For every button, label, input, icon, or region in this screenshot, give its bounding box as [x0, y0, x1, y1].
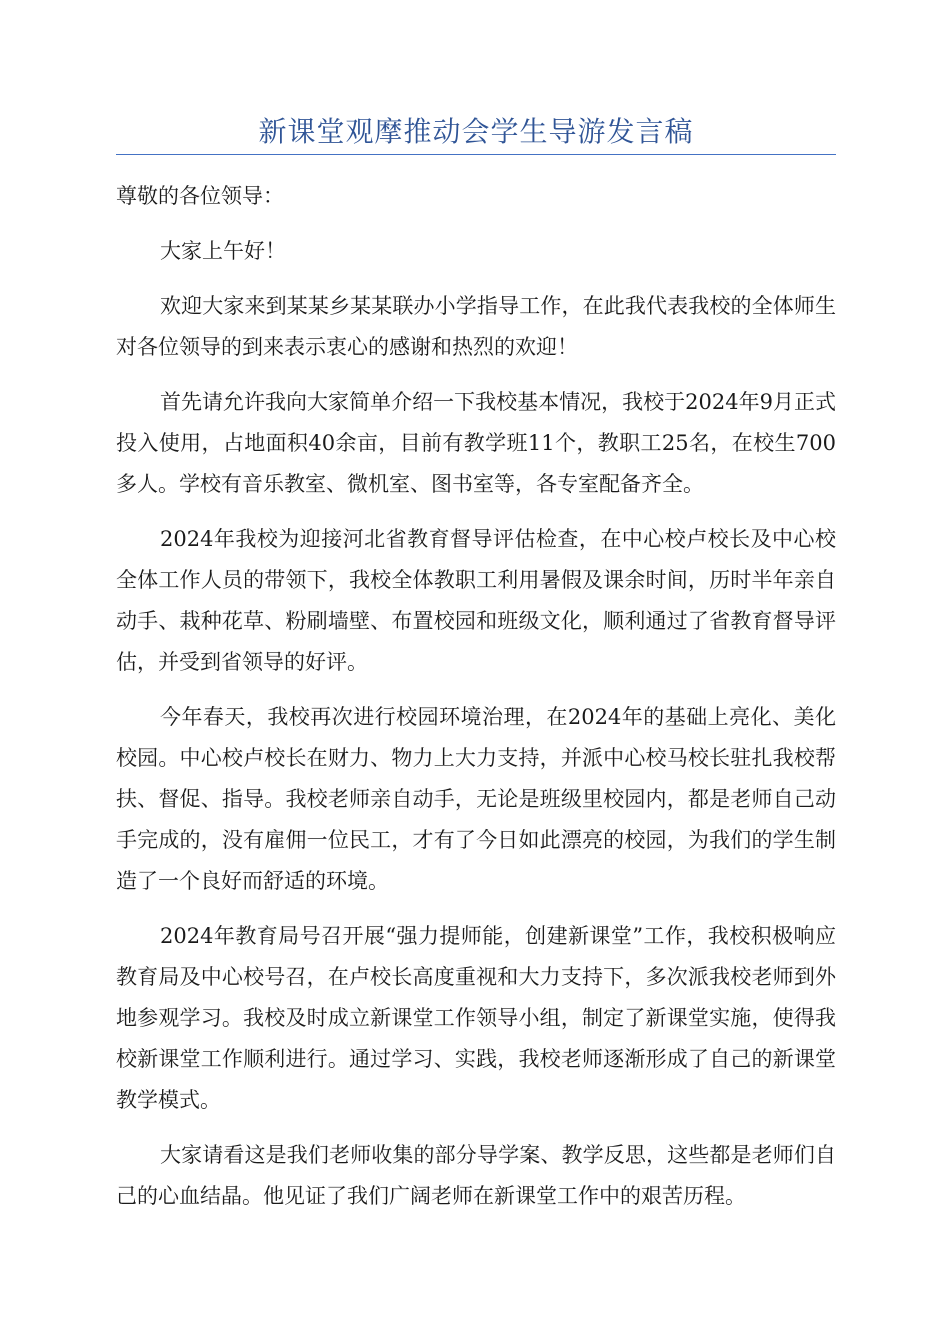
title-underline [116, 154, 836, 155]
paragraph-welcome: 欢迎大家来到某某乡某某联办小学指导工作，在此我代表我校的全体师生对各位领导的到来表示衷心的感谢和热烈的欢迎！ [116, 294, 836, 359]
document-title: 新课堂观摩推动会学生导游发言稿 [258, 115, 694, 148]
paragraph-materials: 大家请看这是我们老师收集的部分导学案、教学反思，这些都是老师们自己的心血结晶。他见证了我们广阔老师在新课堂工作中的艰苦历程。 [116, 1143, 836, 1208]
paragraph-new-classroom: 2024年教育局号召开展“强力提师能，创建新课堂”工作，我校积极响应教育局及中心校号召，在卢校长高度重视和大力支持下，多次派我校老师到外地参观学习。我校及时成立新课堂工作领导小组，制定了新课堂实施，使得我校新课堂工作顺利进行。通过学习、实践，我校老师逐渐形成了自己的新课堂教学模式。 [116, 924, 836, 1112]
paragraph-environment: 今年春天，我校再次进行校园环境治理，在2024年的基础上亮化、美化校园。中心校卢校长在财力、物力上大力支持，并派中心校马校长驻扎我校帮扶、督促、指导。我校老师亲自动手，无论是班级里校园内，都是老师自己动手完成的，没有雇佣一位民工，才有了今日如此漂亮的校园，为我们的学生制造了一个良好而舒适的环境。 [116, 705, 836, 893]
paragraph-school-intro: 首先请允许我向大家简单介绍一下我校基本情况，我校于2024年9月正式投入使用，占地面积40余亩，目前有教学班11个，教职工25名，在校生700多人。学校有音乐教室、微机室、图书室等，各专室配备齐全。 [116, 390, 836, 496]
paragraph-inspection: 2024年我校为迎接河北省教育督导评估检查，在中心校卢校长及中心校全体工作人员的带领下，我校全体教职工利用暑假及课余时间，历时半年亲自动手、栽种花草、粉刷墙壁、布置校园和班级文化，顺利通过了省教育督导评估，并受到省领导的好评。 [116, 527, 836, 674]
salutation: 尊敬的各位领导： [116, 184, 284, 208]
document-body [116, 176, 836, 1231]
paragraph-greeting: 大家上午好！ [160, 239, 286, 263]
